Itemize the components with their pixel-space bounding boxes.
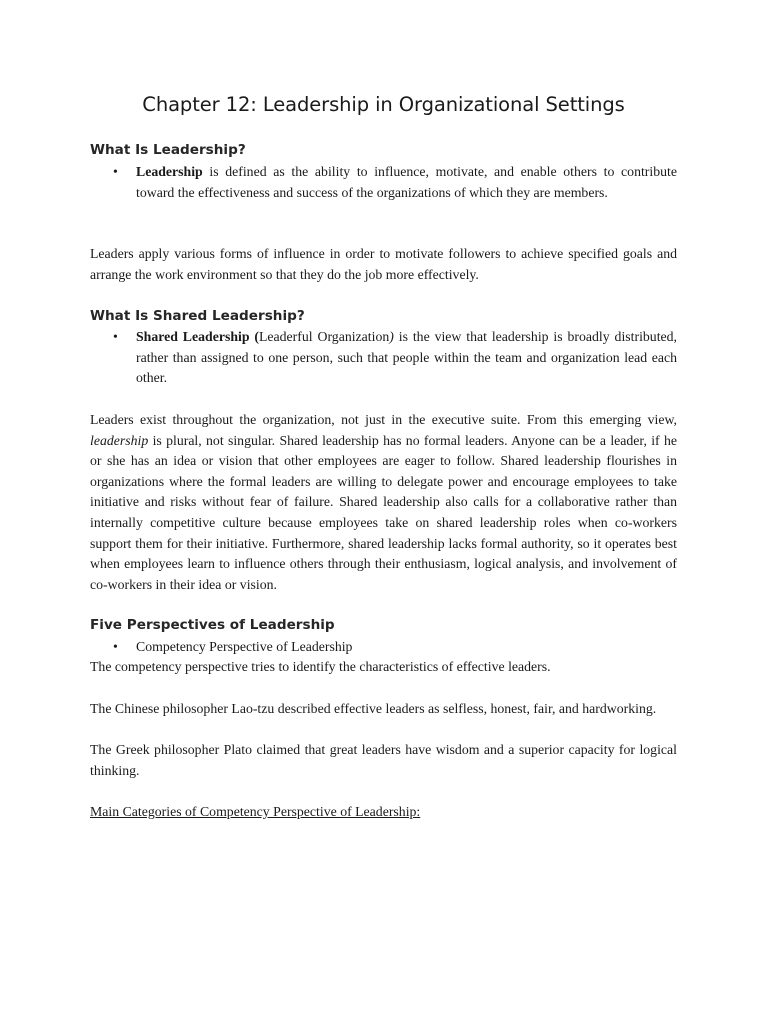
subheading-main-categories: Main Categories of Competency Perspective of Leadership: [90,804,421,819]
term-leadership: Leadership [136,164,203,179]
list-item-shared-leadership-definition [90,327,677,389]
bullet-icon: • [113,639,118,654]
paragraph-plato: The Greek philosopher Plato claimed that great leaders have wisdom and a superior capacity for logical thinking. [90,742,677,778]
list-item-text [136,327,677,389]
heading-what-is-leadership: What Is Leadership? [90,142,246,158]
paragraph-competency-definition: The competency perspective tries to identify the characteristics of effective leaders. [90,659,551,674]
heading-five-perspectives: Five Perspectives of Leadership [90,617,335,633]
list-item-text [136,162,677,203]
page-title: Chapter 12: Leadership in Organizational Settings [142,93,625,116]
paragraph-shared-leadership [90,410,677,595]
definition-text: is the view that leadership is broadly distributed, rather than assigned to one person, such that people within the team and organization lead each other. [136,329,678,386]
list-item-text: Competency Perspective of Leadership [136,639,353,654]
emphasis-leadership: leadership [90,432,149,448]
paragraph-lao-tzu: The Chinese philosopher Lao-tzu described effective leaders as selfless, honest, fair, and hardworking. [90,701,657,716]
term-shared-leadership: Shared Leadership ( [136,329,259,344]
definition-text: is defined as the ability to influence, motivate, and enable others to contribute toward the effectiveness and success of the organizations of which they are members. [136,164,677,200]
list-item-competency-perspective [90,637,677,658]
term-parenthetical: Leaderful Organization [258,329,390,344]
paragraph-text-b: is plural, not singular. Shared leadership has no formal leaders. Anyone can be a leader, if he or she has an idea or vision that other employees are eager to follow. Shared leadership flourishes in organizations where the formal leaders are willing to delegate power and encourage employees to take initiative and risks without fear of failure. Shared leadership also calls for a collaborative rather than internally competitive culture because employees take on shared leadership roles when co-workers support them for their initiative. Furthermore, shared leadership lacks formal authority, so it operates best when employees learn to influence others through their enthusiasm, logical analysis, and involvement of co-workers in their idea or vision. [90,432,677,592]
heading-shared-leadership: What Is Shared Leadership? [90,308,305,324]
bullet-icon: • [113,164,118,179]
term-close-paren: ) [389,329,394,344]
bullet-icon: • [113,329,118,344]
list-item-leadership-definition [90,162,677,203]
paragraph-leaders-influence: Leaders apply various forms of influence in order to motivate followers to achieve specified goals and arrange the work environment so that they do the job more effectively. [90,246,677,282]
paragraph-text-a: Leaders exist throughout the organization, not just in the executive suite. From this emerging view, [90,412,677,427]
